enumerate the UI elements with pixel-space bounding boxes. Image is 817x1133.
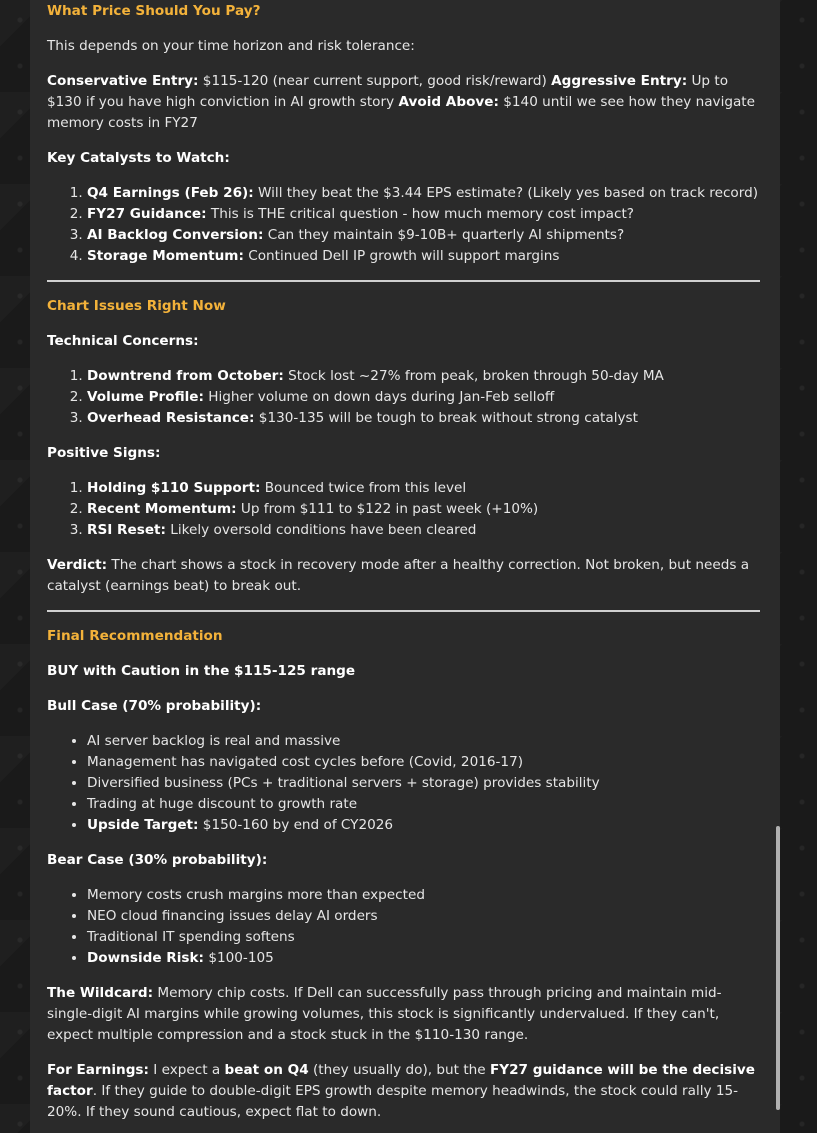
list-item: • AI server backlog is real and massive bbox=[87, 731, 760, 752]
list-item: • Traditional IT spending softens bbox=[87, 927, 760, 948]
wildcard: The Wildcard: Memory chip costs. If Dell can successfully pass through pricing and maintain mid-single-digit AI margins while growing volumes, this stock is significantly undervalued. If they can't, expect multiple compression and a stock stuck in the $110-130 range. bbox=[47, 985, 722, 1043]
bull-case-list bbox=[47, 731, 760, 836]
entry-levels: Conservative Entry: $115-120 (near current support, good risk/reward) Aggressive Entry: Up to $130 if you have high conviction in AI growth story Avoid Above: $140 until we see how they navigate memory costs in FY27 bbox=[47, 73, 755, 131]
section-divider bbox=[47, 610, 760, 612]
section-divider bbox=[47, 280, 760, 282]
list-item: • NEO cloud financing issues delay AI orders bbox=[87, 906, 760, 927]
list-item: 4. Storage Momentum: Continued Dell IP growth will support margins bbox=[87, 246, 760, 267]
catalysts-list bbox=[47, 183, 760, 267]
list-item: 3. RSI Reset: Likely oversold conditions have been cleared bbox=[87, 520, 760, 541]
earnings-outlook: For Earnings: I expect a beat on Q4 (they usually do), but the FY27 guidance will be the decisive factor. If they guide to double-digit EPS growth despite memory headwinds, the stock could rally 15-20%. If they sound cautious, expect flat to down. bbox=[47, 1062, 755, 1120]
list-item: • Memory costs crush margins more than expected bbox=[87, 885, 760, 906]
section-heading-price: What Price Should You Pay? bbox=[47, 3, 261, 19]
chat-response-panel bbox=[30, 0, 780, 1133]
bear-case-list bbox=[47, 885, 760, 969]
bear-heading: Bear Case (30% probability): bbox=[47, 852, 268, 868]
list-item: 1. Q4 Earnings (Feb 26): Will they beat the $3.44 EPS estimate? (Likely yes based on track record) bbox=[87, 183, 760, 204]
section-heading-final: Final Recommendation bbox=[47, 628, 223, 644]
buy-recommendation: BUY with Caution in the $115-125 range bbox=[47, 663, 356, 679]
list-item: • Upside Target: $150-160 by end of CY2026 bbox=[87, 815, 760, 836]
positive-signs-list bbox=[47, 478, 760, 541]
section-heading-chart: Chart Issues Right Now bbox=[47, 298, 226, 314]
list-item: 1. Downtrend from October: Stock lost ~27% from peak, broken through 50-day MA bbox=[87, 366, 760, 387]
verdict: Verdict: The chart shows a stock in recovery mode after a healthy correction. Not broken, but needs a catalyst (earnings beat) to break out. bbox=[47, 557, 750, 594]
tech-concerns-list bbox=[47, 366, 760, 429]
bull-heading: Bull Case (70% probability): bbox=[47, 698, 262, 714]
catalysts-heading: Key Catalysts to Watch: bbox=[47, 150, 230, 166]
list-item: 1. Holding $110 Support: Bounced twice from this level bbox=[87, 478, 760, 499]
list-item: • Trading at huge discount to growth rate bbox=[87, 794, 760, 815]
list-item: 2. Volume Profile: Higher volume on down days during Jan-Feb selloff bbox=[87, 387, 760, 408]
list-item: • Downside Risk: $100-105 bbox=[87, 948, 760, 969]
tech-heading: Technical Concerns: bbox=[47, 333, 199, 349]
list-item: • Diversified business (PCs + traditional servers + storage) provides stability bbox=[87, 773, 760, 794]
price-intro: This depends on your time horizon and risk tolerance: bbox=[47, 38, 415, 54]
response-content bbox=[47, 1, 760, 1133]
list-item: 3. Overhead Resistance: $130-135 will be tough to break without strong catalyst bbox=[87, 408, 760, 429]
list-item: 3. AI Backlog Conversion: Can they maintain $9-10B+ quarterly AI shipments? bbox=[87, 225, 760, 246]
scrollbar-thumb[interactable] bbox=[776, 826, 780, 1110]
list-item: 2. FY27 Guidance: This is THE critical question - how much memory cost impact? bbox=[87, 204, 760, 225]
list-item: 2. Recent Momentum: Up from $111 to $122 in past week (+10%) bbox=[87, 499, 760, 520]
positive-heading: Positive Signs: bbox=[47, 445, 161, 461]
list-item: • Management has navigated cost cycles before (Covid, 2016-17) bbox=[87, 752, 760, 773]
